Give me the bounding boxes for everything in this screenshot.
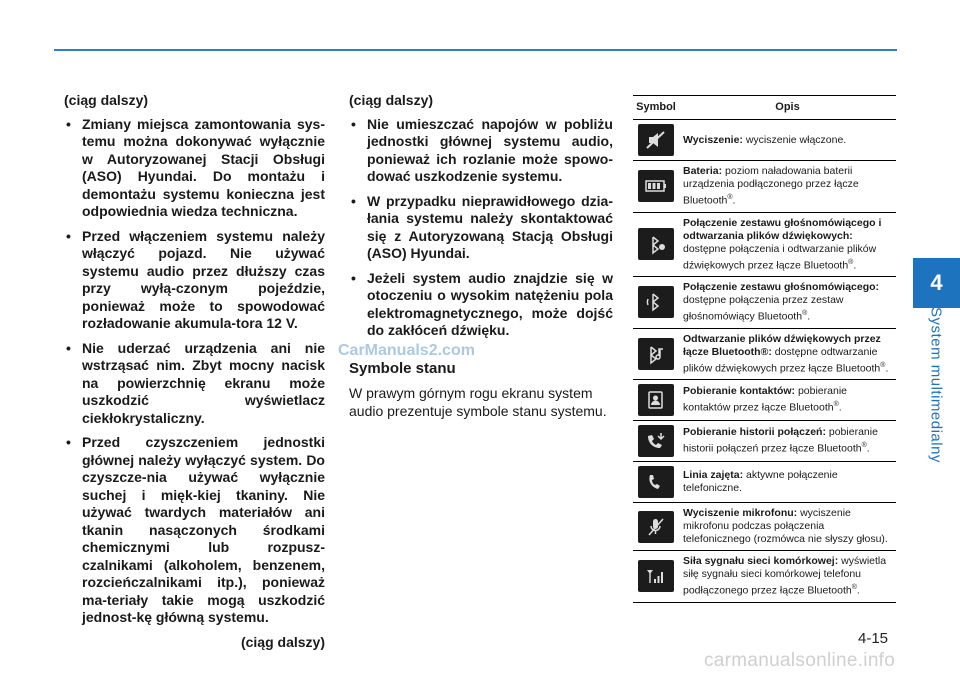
row-title: Linia zajęta: [683,469,744,481]
row-tail: . [885,362,889,374]
row-title: Połączenie zestawu głośnomówiącego i odtwarzania plików dźwiękowych: [683,216,882,242]
bt-handsfree-icon [638,286,674,318]
mic-mute-icon [638,511,674,543]
row-sup: ® [727,194,733,201]
signal-strength-icon [638,560,674,592]
bullet-item: • Nie uderzać urządzenia ani nie wstrząsać nim. Zbyt mocny nacisk na powierzchnię ekranu może uszkodzić wyświetlacz ciekłokrystaliczny. [64,340,325,428]
section-title: Symbole stanu [349,359,456,377]
table-header-row [633,96,896,120]
continued-heading: (ciąg dalszy) [349,92,434,108]
bt-audio-icon [638,338,674,370]
watermark: CarManuals2.com [338,342,475,359]
table-row [633,328,896,380]
row-sup: ® [880,361,886,369]
section-body: W prawym górnym rogu ekranu system audio prezentuje symbole stanu systemu. [349,385,607,419]
row-text: aktywne połączenie telefoniczne. [683,469,838,494]
table-row [633,421,896,462]
row-tail: . [838,401,842,414]
table-row [633,277,896,329]
row-text: poziom naładowania baterii urządzenia podłączonego przez łącze Bluetooth [683,165,859,207]
row-tail: . [732,194,736,207]
bullet-item: • Zmiany miejsca zamontowania sys-temu można dokonywać wyłącznie w Autoryzowanej Stacji Obsługi (ASO) Hyundai. Do montażu i demontażu systemu konieczna jest odpowiednia wiedza techniczna. [64,116,325,221]
bullet-list [349,116,613,340]
table-row [633,120,896,161]
row-title: Bateria: [683,165,723,177]
continued-heading: (ciąg dalszy) [64,92,149,108]
table-row [633,551,896,603]
row-tail: . [866,442,870,455]
chapter-title: System multimedialny [927,307,945,463]
text-column-2 [349,92,613,420]
bullet-item: • Nie umieszczać napojów w pobliżu jednostki głównej systemu audio, ponieważ ich rozlanie może spowo-dować uszkodzenie systemu. [349,116,613,186]
table-row [633,462,896,503]
row-title: Wyciszenie: [683,133,743,146]
bullet-list [64,116,325,627]
battery-icon [638,170,674,202]
bt-handsfree-audio-icon [638,228,674,260]
row-sup: ® [851,584,857,591]
row-title: Pobieranie historii połączeń: [683,426,826,439]
bullet-item: • W przypadku nieprawidłowego dzia-łania systemu należy skontaktować się z Autoryzowaną Stacją Obsługi (ASO) Hyundai. [349,193,613,263]
row-sup: ® [848,258,854,266]
row-text: dostępne połączenia przez zestaw głośnomówiący Bluetooth [683,294,844,323]
row-title: Pobieranie kontaktów: [683,385,796,398]
row-text: dostępne połączenia i odtwarzanie plików dźwiękowych przez łącze Bluetooth [683,242,877,271]
row-sup: ® [861,442,867,450]
bullet-item: • Jeżeli system audio znajdzie się w otoczeniu o wysokim natężeniu pola elektromagnetycznego, może dojść do zakłóceń dźwięku. [349,270,613,340]
row-text: wyciszenie włączone. [745,133,847,146]
table-row [633,212,896,277]
table-row [633,380,896,421]
bullet-item: • Przed włączeniem systemu należy włączyć pojazd. Nie używać systemu audio przez dłuższy czas przy wyłą-czonym pojeździe, ponieważ może to spowodować rozładowanie akumula-tora 12 V. [64,228,325,333]
bullet-item: • Przed czyszczeniem jednostki głównej należy wyłączyć system. Do czyszcze-nia używać wyłącznie suchej i mięk-kiej tkaniny. Nie używać twardych materiałów ani tkanin nasączonych środkami chemicznymi lub rozpusz-czalnikami (alkoholem, benzenem, rozcieńczalnikami itp.), ponieważ ma-teriały takie mogą uszkodzić jednost-kę główną systemu. [64,434,325,627]
page-number: 4-15 [858,630,889,647]
text-column-1 [64,92,325,651]
row-sup: ® [833,401,839,409]
row-title: Odtwarzanie plików dźwiękowych przez łącze Bluetooth®: [683,332,881,358]
call-history-download-icon [638,425,674,457]
table-row [633,161,896,213]
row-title: Siła sygnału sieci komórkowej: [683,555,839,567]
chapter-number-tab: 4 [913,258,960,308]
continued-footer: (ciąg dalszy) [240,633,325,650]
row-text: dostępne odtwarzanie plików dźwiękowych przez łącze Bluetooth [683,345,881,374]
line-busy-icon [638,466,674,498]
row-text: wyświetla siłę sygnału sieci komórkowej telefonu podłączonego przez łącze Bluetooth [683,555,887,597]
row-text: pobieranie kontaktów przez łącze Bluetooth [683,385,847,414]
top-rule [54,49,897,51]
row-text: wyciszenie mikrofonu podczas połączenia telefonicznego (rozmówca nie słyszy głosu). [683,507,888,545]
header-description: Opis [679,96,896,120]
row-text: pobieranie historii połączeń przez łącze Bluetooth [683,426,878,455]
row-title: Połączenie zestawu głośnomówiącego: [683,281,880,293]
row-title: Wyciszenie mikrofonu: [683,507,798,519]
row-sup: ® [802,310,808,317]
contacts-download-icon [638,384,674,416]
row-tail: . [807,310,811,323]
row-tail: . [853,259,857,271]
row-tail: . [856,584,860,597]
status-symbol-table [633,95,896,603]
table-row [633,503,896,551]
mute-icon [638,124,674,156]
header-symbol: Symbol [633,96,679,120]
footer-watermark: carmanualsonline.info [704,650,896,671]
